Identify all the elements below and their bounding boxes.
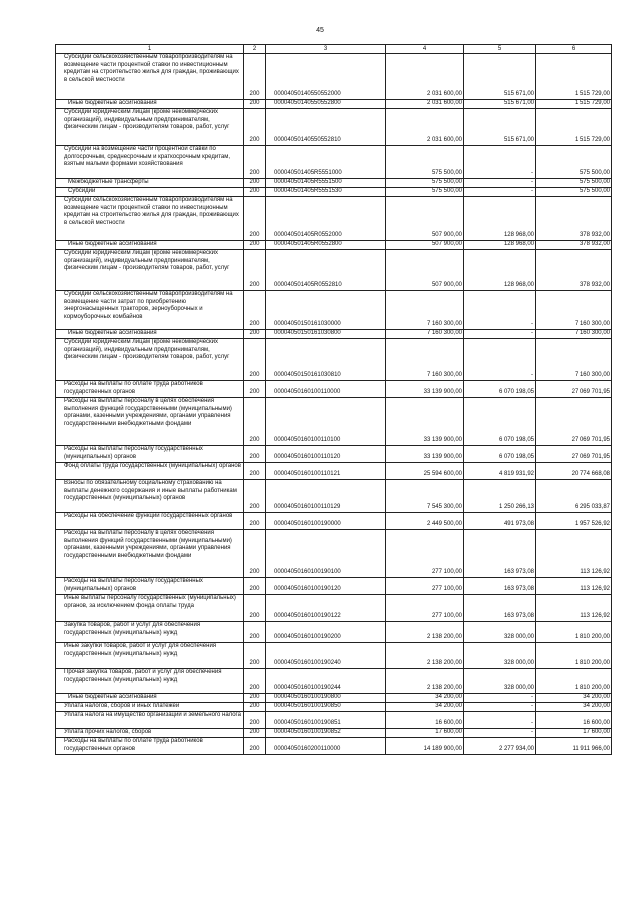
row-executed [464, 712, 536, 729]
row-name [56, 146, 244, 179]
row-remaining: 1 515 729,00 [536, 100, 612, 109]
row-name-text: Прочая закупка товаров, работ и услуг для обеспечения государственных (муниципальных) нужд [64, 669, 222, 683]
table-row [56, 712, 612, 729]
column-number-row [56, 45, 612, 54]
row-plan: 575 500,00 [386, 146, 464, 179]
row-kbk: 00004050150161030000 [266, 291, 386, 330]
row-name [56, 729, 244, 738]
row-name-text: Расходы на обеспечение функций государственных органов [64, 513, 233, 519]
row-name-text: Иные закупки товаров, работ и услуг для обеспечения государственных (муниципальных) нужд [64, 643, 217, 657]
row-executed-dash: - [531, 729, 533, 736]
row-executed: 6 070 198,05 [464, 398, 536, 446]
row-name [56, 480, 244, 513]
row-code: 200 [244, 188, 266, 197]
row-executed-dash: - [531, 179, 533, 186]
row-name-text: Иные бюджетные ассигнования [68, 694, 157, 700]
row-code: 200 [244, 729, 266, 738]
row-name [56, 446, 244, 463]
table-row [56, 694, 612, 703]
column-number-2: 2 [244, 45, 266, 54]
row-plan: 2 449 500,00 [386, 513, 464, 530]
table-row [56, 109, 612, 146]
column-number-4: 4 [386, 45, 464, 54]
row-remaining: 575 500,00 [536, 146, 612, 179]
row-name [56, 712, 244, 729]
row-executed-dash: - [531, 703, 533, 710]
row-remaining: 113 126,92 [536, 578, 612, 595]
row-kbk: 00004050160200110000 [266, 738, 386, 755]
row-name-text: Иные бюджетные ассигнования [68, 100, 157, 106]
row-name [56, 398, 244, 446]
row-executed: 515 671,00 [464, 54, 536, 100]
row-kbk: 00004050140550552810 [266, 109, 386, 146]
row-name [56, 330, 244, 339]
row-name-text: Межбюджетные трансферты [68, 179, 149, 185]
row-code: 200 [244, 694, 266, 703]
row-executed: 163 973,08 [464, 595, 536, 622]
row-kbk: 00004050160100110129 [266, 480, 386, 513]
row-plan: 2 138 200,00 [386, 669, 464, 694]
row-name-text: Субсидии юридическим лицам (кроме некоммерческих организаций), индивидуальным предпринимателям, физическим лицам - производителям товаров, работ, услуг [64, 250, 230, 272]
row-code: 200 [244, 197, 266, 241]
row-executed: 515 671,00 [464, 100, 536, 109]
row-remaining: 575 500,00 [536, 188, 612, 197]
row-executed [464, 179, 536, 188]
row-remaining: 113 126,92 [536, 530, 612, 578]
row-executed [464, 188, 536, 197]
row-name-text: Расходы на выплаты персоналу государственных (муниципальных) органов [64, 446, 203, 460]
row-plan: 575 500,00 [386, 188, 464, 197]
row-executed: 4 819 931,92 [464, 463, 536, 480]
row-remaining: 575 500,00 [536, 179, 612, 188]
row-name [56, 694, 244, 703]
row-code: 200 [244, 146, 266, 179]
row-name [56, 578, 244, 595]
table-row [56, 480, 612, 513]
row-kbk: 00004050160100190800 [266, 694, 386, 703]
row-remaining: 378 932,00 [536, 197, 612, 241]
row-plan: 7 545 300,00 [386, 480, 464, 513]
row-code: 200 [244, 241, 266, 250]
table-row [56, 738, 612, 755]
row-executed: 163 973,08 [464, 530, 536, 578]
row-remaining: 1 957 526,92 [536, 513, 612, 530]
row-code: 200 [244, 595, 266, 622]
row-code: 200 [244, 109, 266, 146]
row-plan: 2 031 600,00 [386, 109, 464, 146]
row-code: 200 [244, 712, 266, 729]
row-remaining: 378 932,00 [536, 241, 612, 250]
row-executed: 328 000,00 [464, 643, 536, 669]
row-name [56, 250, 244, 291]
row-code: 200 [244, 480, 266, 513]
row-kbk: 00004050160100190851 [266, 712, 386, 729]
row-plan: 7 160 300,00 [386, 339, 464, 381]
table-row [56, 513, 612, 530]
row-name-text: Взносы по обязательному социальному страхованию на выплаты денежного содержания и иные выплаты работникам государственных (муниципальных) органов [64, 480, 237, 502]
row-name-text: Иные бюджетные ассигнования [68, 330, 157, 336]
row-executed-dash: - [531, 694, 533, 701]
column-number-1: 1 [56, 45, 244, 54]
table-row [56, 398, 612, 446]
row-name-text: Расходы на выплаты персоналу государственных (муниципальных) органов [64, 578, 203, 592]
row-remaining: 1 810 200,00 [536, 622, 612, 643]
row-code: 200 [244, 100, 266, 109]
page-number: 45 [316, 27, 324, 34]
row-code: 200 [244, 669, 266, 694]
row-kbk: 00004050160100110100 [266, 398, 386, 446]
row-name-text: Расходы на выплаты по оплате труда работников государственных органов [64, 738, 203, 752]
table-row [56, 446, 612, 463]
row-kbk: 00004050160100110120 [266, 446, 386, 463]
row-code: 200 [244, 578, 266, 595]
row-plan: 33 139 900,00 [386, 381, 464, 398]
row-executed-dash: - [531, 188, 533, 195]
row-name-text: Субсидии юридическим лицам (кроме некоммерческих организаций), индивидуальным предпринимателям, физическим лицам - производителям товаров, работ, услуг [64, 339, 230, 361]
column-number-5: 5 [464, 45, 536, 54]
row-name [56, 109, 244, 146]
row-code: 200 [244, 339, 266, 381]
row-plan: 34 200,00 [386, 703, 464, 712]
table-row [56, 100, 612, 109]
row-executed-dash: - [531, 170, 533, 177]
row-plan: 33 139 900,00 [386, 398, 464, 446]
row-remaining: 17 600,00 [536, 729, 612, 738]
row-name-text: Субсидии юридическим лицам (кроме некоммерческих организаций), индивидуальным предпринимателям, физическим лицам - производителям товаров, работ, услуг [64, 109, 230, 131]
table-row [56, 578, 612, 595]
row-kbk: 00004050160100190850 [266, 703, 386, 712]
row-kbk: 00004050160100110000 [266, 381, 386, 398]
row-name [56, 241, 244, 250]
row-executed [464, 694, 536, 703]
row-name-text: Субсидии сельскохозяйственным товаропроизводителям на возмещение части процентной ставки по инвестиционным кредитам на строительство жилья для граждан, проживающих в сельской местности [64, 54, 239, 83]
row-name [56, 643, 244, 669]
table-row [56, 291, 612, 330]
column-number-6: 6 [536, 45, 612, 54]
row-executed [464, 339, 536, 381]
row-plan: 2 138 200,00 [386, 622, 464, 643]
row-remaining: 27 069 701,95 [536, 398, 612, 446]
row-kbk: 00004050150161030810 [266, 339, 386, 381]
row-remaining: 6 295 033,87 [536, 480, 612, 513]
row-plan: 507 900,00 [386, 250, 464, 291]
row-plan: 16 600,00 [386, 712, 464, 729]
row-remaining: 7 160 300,00 [536, 330, 612, 339]
row-kbk: 000040501405R0552810 [266, 250, 386, 291]
row-name [56, 669, 244, 694]
row-executed: 128 968,00 [464, 197, 536, 241]
row-name-text: Расходы на выплаты персоналу в целях обеспечения выполнения функций государственными (муниципальными) органами, казенными учреждениями, органами управления государственными внебюджетными фондами [64, 530, 232, 559]
row-executed: 515 671,00 [464, 109, 536, 146]
row-kbk: 000040501405R5551530 [266, 188, 386, 197]
row-executed: 128 968,00 [464, 241, 536, 250]
row-executed-dash: - [531, 720, 533, 727]
row-plan: 34 200,00 [386, 694, 464, 703]
row-name-text: Уплата прочих налогов, сборов [64, 729, 152, 735]
row-code: 200 [244, 250, 266, 291]
row-name-text: Фонд оплаты труда государственных (муниципальных) органов [64, 463, 241, 469]
row-code: 200 [244, 463, 266, 480]
row-plan: 575 500,00 [386, 179, 464, 188]
row-remaining: 27 069 701,95 [536, 446, 612, 463]
table-row [56, 381, 612, 398]
row-plan: 277 100,00 [386, 595, 464, 622]
row-executed-dash: - [531, 372, 533, 379]
row-kbk: 00004050160100190852 [266, 729, 386, 738]
row-remaining: 34 200,00 [536, 694, 612, 703]
row-remaining: 16 600,00 [536, 712, 612, 729]
row-plan: 507 900,00 [386, 241, 464, 250]
table-row [56, 339, 612, 381]
row-kbk: 00004050160100190244 [266, 669, 386, 694]
row-remaining: 7 160 300,00 [536, 339, 612, 381]
table-row [56, 463, 612, 480]
row-executed: 128 968,00 [464, 250, 536, 291]
row-remaining: 1 810 200,00 [536, 669, 612, 694]
row-remaining: 1 515 729,00 [536, 109, 612, 146]
row-kbk: 00004050150161030800 [266, 330, 386, 339]
row-name [56, 339, 244, 381]
row-code: 200 [244, 291, 266, 330]
row-kbk: 00004050140550552800 [266, 100, 386, 109]
row-name-text: Уплата налога на имущество организаций и земельного налога [64, 712, 241, 718]
row-name [56, 381, 244, 398]
row-name-text: Расходы на выплаты персоналу в целях обеспечения выполнения функций государственными (муниципальными) органами, казенными учреждениями, органами управления государственными внебюджетными фондами [64, 398, 232, 427]
table-row [56, 703, 612, 712]
row-name [56, 622, 244, 643]
row-kbk: 00004050140550552000 [266, 54, 386, 100]
row-code: 200 [244, 381, 266, 398]
table-row [56, 595, 612, 622]
row-code: 200 [244, 622, 266, 643]
row-executed: 2 277 934,00 [464, 738, 536, 755]
row-remaining: 11 911 966,00 [536, 738, 612, 755]
row-executed-dash: - [531, 321, 533, 328]
row-code: 200 [244, 330, 266, 339]
row-code: 200 [244, 530, 266, 578]
row-name [56, 188, 244, 197]
row-plan: 25 594 600,00 [386, 463, 464, 480]
row-executed [464, 729, 536, 738]
row-code: 200 [244, 179, 266, 188]
row-name [56, 738, 244, 755]
table-row [56, 669, 612, 694]
row-plan: 7 160 300,00 [386, 291, 464, 330]
row-kbk: 000040501405R0552000 [266, 197, 386, 241]
row-executed [464, 703, 536, 712]
row-name [56, 100, 244, 109]
row-remaining: 1 810 200,00 [536, 643, 612, 669]
row-name-text: Субсидии [68, 188, 96, 194]
row-kbk: 00004050160100190240 [266, 643, 386, 669]
row-name-text: Субсидии сельскохозяйственным товаропроизводителям на возмещение части затрат по приобретению энергонасыщенных тракторов, зерноуборочных и кормоуборочных комбайнов [64, 291, 233, 320]
row-remaining: 378 932,00 [536, 250, 612, 291]
row-plan: 7 160 300,00 [386, 330, 464, 339]
row-name [56, 513, 244, 530]
row-executed: 328 000,00 [464, 669, 536, 694]
row-plan: 2 031 600,00 [386, 54, 464, 100]
table-row [56, 197, 612, 241]
row-code: 200 [244, 703, 266, 712]
row-executed: 328 000,00 [464, 622, 536, 643]
table-row [56, 729, 612, 738]
row-executed-dash: - [531, 330, 533, 337]
row-kbk: 00004050160100110121 [266, 463, 386, 480]
row-kbk: 000040501405R5551000 [266, 146, 386, 179]
table-row [56, 622, 612, 643]
row-executed [464, 330, 536, 339]
row-plan: 17 600,00 [386, 729, 464, 738]
row-name-text: Субсидии на возмещение части процентной ставки по долгосрочным, среднесрочным и краткосрочным кредитам, взятым малыми формами хозяйствования [64, 146, 231, 168]
row-plan: 14 189 900,00 [386, 738, 464, 755]
row-name [56, 463, 244, 480]
row-kbk: 00004050160100190122 [266, 595, 386, 622]
row-plan: 277 100,00 [386, 578, 464, 595]
row-code: 200 [244, 643, 266, 669]
row-plan: 2 138 200,00 [386, 643, 464, 669]
row-name-text: Расходы на выплаты по оплате труда работников государственных органов [64, 381, 203, 395]
row-code: 200 [244, 513, 266, 530]
row-name-text: Субсидии сельскохозяйственным товаропроизводителям на возмещение части процентной ставки по инвестиционным кредитам на строительство жилья для граждан, проживающих в сельской местности [64, 197, 239, 226]
row-remaining: 1 515 729,00 [536, 54, 612, 100]
row-plan: 507 900,00 [386, 197, 464, 241]
row-code: 200 [244, 738, 266, 755]
row-plan: 2 031 600,00 [386, 100, 464, 109]
table-row [56, 179, 612, 188]
table-row [56, 250, 612, 291]
row-kbk: 00004050160100190100 [266, 530, 386, 578]
row-executed: 6 070 198,05 [464, 446, 536, 463]
row-plan: 277 100,00 [386, 530, 464, 578]
row-plan: 33 139 900,00 [386, 446, 464, 463]
row-kbk: 000040501405R5551500 [266, 179, 386, 188]
row-executed: 6 070 198,05 [464, 381, 536, 398]
table-row [56, 330, 612, 339]
row-remaining: 113 126,92 [536, 595, 612, 622]
table-row [56, 188, 612, 197]
row-kbk: 00004050160100190200 [266, 622, 386, 643]
row-name [56, 595, 244, 622]
row-name [56, 703, 244, 712]
row-name [56, 530, 244, 578]
table-row [56, 643, 612, 669]
row-remaining: 34 200,00 [536, 703, 612, 712]
row-kbk: 00004050160100190120 [266, 578, 386, 595]
row-name-text: Иные выплаты персоналу государственных (муниципальных) органов, за исключением фонда оплаты труда [64, 595, 236, 609]
row-executed: 163 973,08 [464, 578, 536, 595]
column-number-3: 3 [266, 45, 386, 54]
row-remaining: 27 069 701,95 [536, 381, 612, 398]
row-name-text: Иные бюджетные ассигнования [68, 241, 157, 247]
row-name-text: Закупка товаров, работ и услуг для обеспечения государственных (муниципальных) нужд [64, 622, 201, 636]
row-name [56, 179, 244, 188]
row-executed: 1 250 266,13 [464, 480, 536, 513]
row-executed: 491 973,08 [464, 513, 536, 530]
row-code: 200 [244, 398, 266, 446]
row-remaining: 20 774 668,08 [536, 463, 612, 480]
table-row [56, 146, 612, 179]
row-name [56, 291, 244, 330]
row-code: 200 [244, 54, 266, 100]
row-name [56, 197, 244, 241]
table-row [56, 530, 612, 578]
row-executed [464, 146, 536, 179]
table-row [56, 241, 612, 250]
row-kbk: 000040501405R0552800 [266, 241, 386, 250]
budget-table [55, 44, 612, 755]
row-kbk: 00004050160100190000 [266, 513, 386, 530]
row-name-text: Уплата налогов, сборов и иных платежей [64, 703, 180, 709]
row-code: 200 [244, 446, 266, 463]
table-row [56, 54, 612, 100]
row-name [56, 54, 244, 100]
row-executed [464, 291, 536, 330]
row-remaining: 7 160 300,00 [536, 291, 612, 330]
